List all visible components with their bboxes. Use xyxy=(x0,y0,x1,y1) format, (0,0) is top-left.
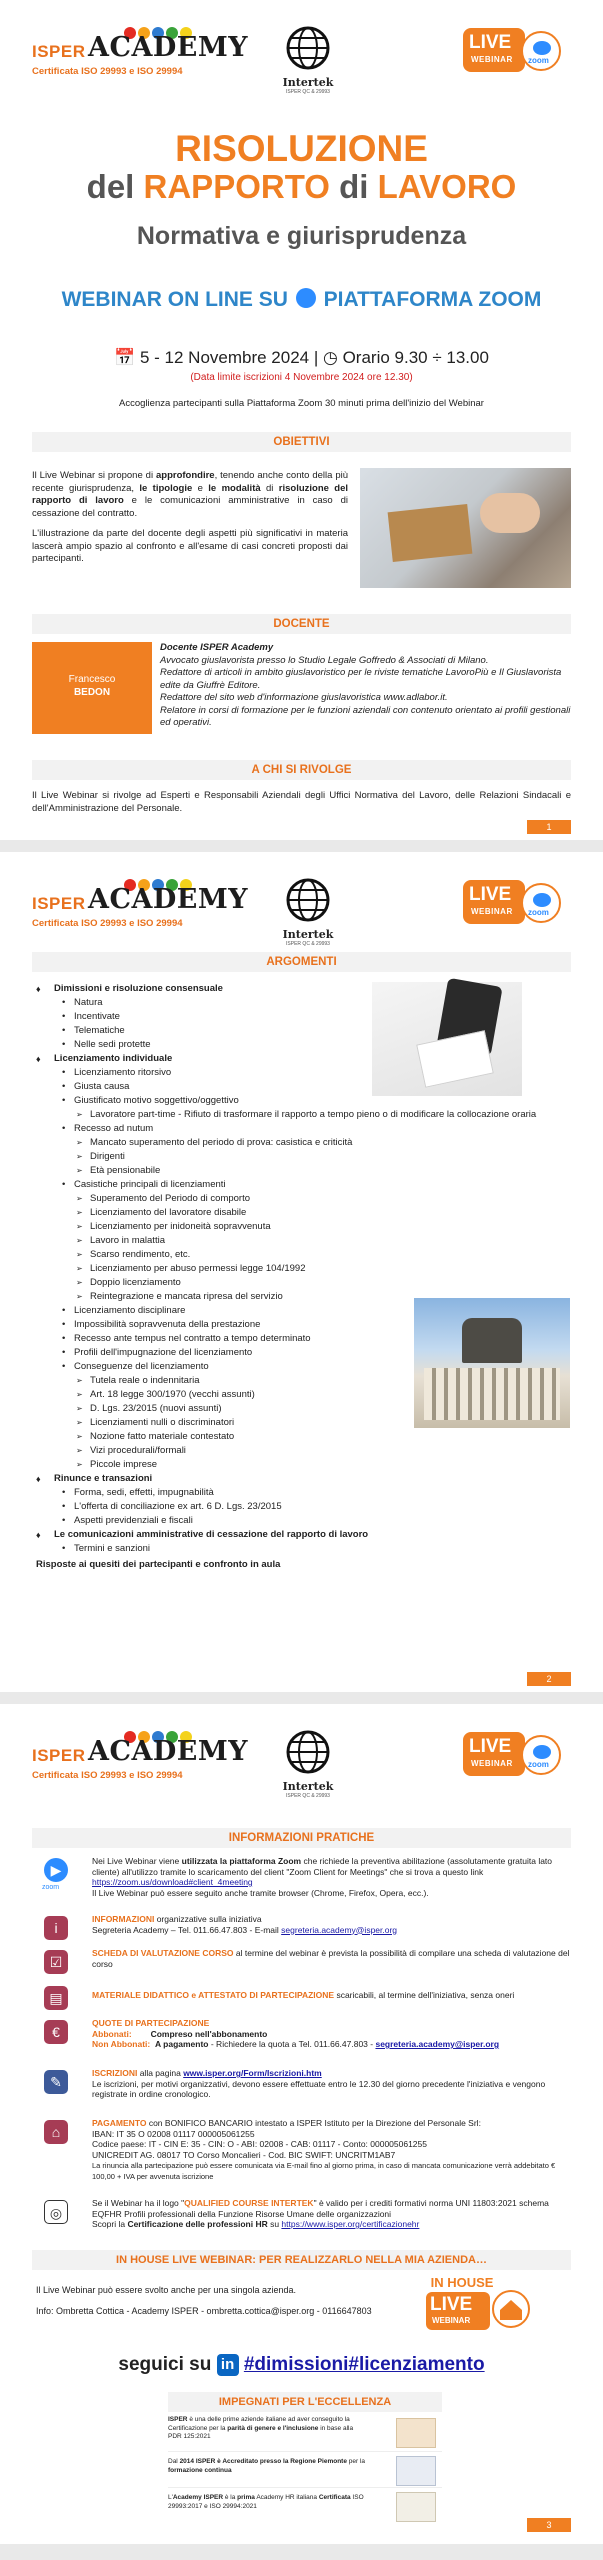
info-icon: i xyxy=(44,1916,68,1940)
document-icon: ▤ xyxy=(44,1986,68,2010)
argomento-item: • Natura xyxy=(36,996,576,1010)
argomento-item: ♦ Rinunce e transazioni xyxy=(36,1472,576,1486)
clock-icon: ◷ xyxy=(322,348,338,367)
title-risoluzione: RISOLUZIONE xyxy=(175,128,428,169)
argomento-item: ➢ Doppio licenziamento xyxy=(36,1276,576,1290)
info-iscrizioni: ✎ ISCRIZIONI alla pagina www.isper.org/Form/Iscrizioni.htm Le iscrizioni, per motivi organizzativi, devono essere effettuate entro le 12.30 del giorno precedente l'iniziativa e vengono registrate in ordine cronologico. xyxy=(32,2068,571,2106)
checklist-icon: ☑ xyxy=(44,1950,68,1974)
section-obiettivi: OBIETTIVI xyxy=(32,432,571,452)
argomenti-list xyxy=(36,982,576,1572)
zoom-icon: zoom xyxy=(521,883,561,923)
section-argomenti: ARGOMENTI xyxy=(32,952,571,972)
info-intertek: ◎ Se il Webinar ha il logo "QUALIFIED COURSE INTERTEK" è valido per i crediti formativi norma UNI 11803:2021 schema EQFHR Profili professionali della Funzione Risorse Umane delle organizzazioni Scopri la Certificazione delle professioni HR su https://www.isper.org/certificazionehr xyxy=(32,2198,571,2238)
page-number: 2 xyxy=(527,1672,571,1686)
argomento-item: ➢ Vizi procedurali/formali xyxy=(36,1444,576,1458)
argomento-item: ➢ Licenziamenti nulli o discriminatori xyxy=(36,1416,576,1430)
linkedin-hashtags-link[interactable]: #dimissioni#licenziamento xyxy=(243,2354,485,2375)
argomento-item: • Impossibilità sopravvenuta della prestazione xyxy=(36,1318,576,1332)
header xyxy=(32,26,571,95)
argomento-item: • Recesso ad nutum xyxy=(36,1122,576,1136)
certificate-image xyxy=(396,2456,436,2486)
isper-academy-logo xyxy=(32,26,252,84)
argomento-item: ➢ Scarso rendimento, etc. xyxy=(36,1248,576,1262)
section-impegnati: IMPEGNATI PER L'ECCELLENZA xyxy=(168,2392,442,2412)
section-in-house: IN HOUSE LIVE WEBINAR: PER REALIZZARLO NELLA MIA AZIENDA… xyxy=(32,2250,571,2270)
section-informazioni-pratiche: INFORMAZIONI PRATICHE xyxy=(32,1828,571,1848)
argomento-item: ➢ Superamento del Periodo di comporto xyxy=(36,1192,576,1206)
argomento-item: ➢ Art. 18 legge 300/1970 (vecchi assunti) xyxy=(36,1388,576,1402)
argomento-item: ➢ Tutela reale o indennitaria xyxy=(36,1374,576,1388)
globe-icon xyxy=(286,878,330,922)
webinar-label: WEBINAR xyxy=(471,55,513,64)
argomento-item: ➢ Lavoratore part-time - Rifiuto di trasformare il rapporto a tempo pieno o di modificare la collocazione oraria xyxy=(36,1108,576,1122)
argomento-item: • L'offerta di conciliazione ex art. 6 D. Lgs. 23/2015 xyxy=(36,1500,576,1514)
impegno-parita: ISPER è una delle prime aziende italiane ad aver conseguito la Certificazione per la parità di genere e l'inclusione in base alla PDR 125:2021 xyxy=(168,2416,442,2452)
live-webinar-badge: LIVE WEBINAR zoom xyxy=(463,880,571,926)
certificate-image xyxy=(396,2492,436,2522)
argomento-item: ➢ Licenziamento per abuso permessi legge 104/1992 xyxy=(36,1262,576,1276)
info-quote: € QUOTE DI PARTECIPAZIONE Abbonati: Compreso nell'abbonamento Non Abbonati: A pagamento - Richiedere la quota a Tel. 011.66.47.803 - segreteria.academy@isper.org xyxy=(32,2018,571,2058)
argomento-item: ➢ D. Lgs. 23/2015 (nuovi assunti) xyxy=(36,1402,576,1416)
date-time-line: 📅 5 - 12 Novembre 2024 | ◷ Orario 9.30 ÷ 13.00 xyxy=(114,348,489,367)
intertek-logo: Intertek ISPER QC & 29993 xyxy=(280,1730,336,1796)
info-pagamento: ⌂ PAGAMENTO con BONIFICO BANCARIO intestato a ISPER Istituto per la Direzione del Personale Srl: IBAN: IT 35 O 02008 01117 000005061255 Codice paese: IT - CIN E: 35 - CIN: O - ABI: 02008 - CAB: 01117 - Conto: 000005061255 UNICREDIT AG. 08017 TO Corso Moncalieri - Cod. BIC SWIFT: UNCRITM1AB7 La rinuncia alla partecipazione può essere comunicata via E-mail fino al giorno prima, in caso di mancata comunicazione verrà addebitato € 100,00 + IVA per avvenuta iscrizione xyxy=(32,2118,571,2190)
impegno-list xyxy=(168,2416,442,2524)
subtitle: Normativa e giurisprudenza xyxy=(136,222,467,250)
in-house-live-webinar-badge: IN HOUSE LIVE WEBINAR xyxy=(422,2276,532,2344)
argomento-item: • Incentivate xyxy=(36,1010,576,1024)
zoom-icon: zoom xyxy=(521,1735,561,1775)
registration-deadline: (Data limite iscrizioni 4 Novembre 2024 ore 12.30) xyxy=(190,372,413,383)
intertek-logo: Intertek ISPER QC & 29993 xyxy=(280,878,336,944)
seguici-linkedin: seguici su in #dimissioni#licenziamento xyxy=(118,2354,485,2375)
certificazione-hr-link[interactable]: https://www.isper.org/certificazionehr xyxy=(281,2219,420,2229)
globe-icon xyxy=(286,26,330,70)
certificate-image xyxy=(396,2418,436,2448)
argomento-item: ➢ Nozione fatto materiale contestato xyxy=(36,1430,576,1444)
accoglienza-note: Accoglienza partecipanti sulla Piattaforma Zoom 30 minuti prima dell'inizio del Webinar xyxy=(119,398,484,409)
argomento-item: • Nelle sedi protette xyxy=(36,1038,576,1052)
argomento-item: ♦ Licenziamento individuale xyxy=(36,1052,576,1066)
argomento-item: ♦ Dimissioni e risoluzione consensuale xyxy=(36,982,576,996)
argomento-item: • Giusta causa xyxy=(36,1080,576,1094)
section-docente: DOCENTE xyxy=(32,614,571,634)
page-number: 3 xyxy=(527,2518,571,2532)
argomento-item: ➢ Piccole imprese xyxy=(36,1458,576,1472)
euro-icon: € xyxy=(44,2020,68,2044)
impegno-regione: Dal 2014 ISPER è Accreditato presso la Regione Piemonte per la formazione continua xyxy=(168,2452,442,2488)
zoom-small-icon xyxy=(296,288,316,308)
calendar-icon: 📅 xyxy=(114,348,136,367)
zoom-download-link[interactable]: https://zoom.us/download#client_4meeting xyxy=(92,1877,253,1887)
info-scheda: ☑ SCHEDA DI VALUTAZIONE CORSO al termine del webinar è prevista la possibilità di compilare una scheda di valutazione del corso xyxy=(32,1948,571,1974)
webinar-platform-line: WEBINAR ON LINE SU PIATTAFORMA ZOOM xyxy=(61,288,542,311)
intertek-logo xyxy=(280,26,336,95)
globe-icon xyxy=(286,1730,330,1774)
quote-email-link[interactable]: segreteria.academy@isper.org xyxy=(375,2039,500,2049)
argomento-item: ➢ Mancato superamento del periodo di prova: casistica e criticità xyxy=(36,1136,576,1150)
argomento-item: • Licenziamento ritorsivo xyxy=(36,1066,576,1080)
argomento-item: • Recesso ante tempus nel contratto a tempo determinato xyxy=(36,1332,576,1346)
argomento-item: ➢ Dirigenti xyxy=(36,1150,576,1164)
intertek-sub: ISPER QC & 29993 xyxy=(286,89,330,95)
argomento-item: • Licenziamento disciplinare xyxy=(36,1304,576,1318)
argomento-item: • Profili dell'impugnazione del licenziamento xyxy=(36,1346,576,1360)
argomento-item: ➢ Licenziamento del lavoratore disabile xyxy=(36,1206,576,1220)
live-webinar-badge: LIVE WEBINAR zoom xyxy=(463,1732,571,1778)
argomento-item: • Conseguenze del licenziamento xyxy=(36,1360,576,1374)
argomento-item: • Telematiche xyxy=(36,1024,576,1038)
isper-academy-logo: ISPER ACADEMY Certificata ISO 29993 e ISO 29994 xyxy=(32,1730,252,1788)
isper-academy-logo: ISPER ACADEMY Certificata ISO 29993 e ISO 29994 xyxy=(32,878,252,936)
in-house-text: Il Live Webinar può essere svolto anche per una singola azienda. Info: Ombretta Cottica - Academy ISPER - ombretta.cottica@isper.org - 0116647803 xyxy=(36,2285,372,2316)
argomento-item: ➢ Reintegrazione e mancata ripresa del servizio xyxy=(36,1290,576,1304)
title-rapporto-lavoro: del RAPPORTO di LAVORO xyxy=(86,168,517,205)
argomento-item: • Forma, sedi, effetti, impugnabilità xyxy=(36,1486,576,1500)
live-webinar-badge xyxy=(463,28,571,74)
intertek-badge-icon: ◎ xyxy=(44,2200,68,2224)
argomento-item: ♦ Le comunicazioni amministrative di cessazione del rapporto di lavoro xyxy=(36,1528,576,1542)
argomento-item: ➢ Età pensionabile xyxy=(36,1164,576,1178)
page-number: 1 xyxy=(527,820,571,834)
segreteria-email-link[interactable]: segreteria.academy@isper.org xyxy=(281,1924,398,1935)
header xyxy=(32,878,571,947)
logo-academy: ACADEMY xyxy=(88,32,249,63)
argomento-item: • Giustificato motivo soggettivo/oggettivo xyxy=(36,1094,576,1108)
docente-name-box: Francesco BEDON xyxy=(32,642,152,734)
intertek-label: Intertek xyxy=(282,76,334,89)
argomento-item: • Aspetti previdenziali e fiscali xyxy=(36,1514,576,1528)
page-3 xyxy=(0,1704,603,2544)
certification-text: Certificata ISO 29993 e ISO 29994 xyxy=(32,66,183,77)
bank-icon: ⌂ xyxy=(44,2120,68,2144)
form-icon: ✎ xyxy=(44,2070,68,2094)
office-photo xyxy=(360,468,571,588)
page-2 xyxy=(0,852,603,1692)
info-zoom: ▶ zoom Nei Live Webinar viene utilizzata la piattaforma Zoom che richiede la preventiva abilitazione (assolutamente gratuita lato cliente) all'utilizzo tramite lo scaricamento del client "Zoom Client for Meetings" che si trova a questo link https://zoom.us/download#client_4meeting Il Live Webinar può essere seguito anche tramite browser (Chrome, Firefox, Opera, ecc.). xyxy=(42,1856,553,1898)
obiettivi-text: Il Live Webinar si propone di approfondire, tenendo anche conto della più recente giurisprudenza, le tipologie e le modalità di risoluzione del rapporto di lavoro e le comunicazioni amministrative in caso di cessazione del contratto. L'illustrazione da parte del docente degli aspetti più significativi in materia lascerà ampio spazio al confronto e all'esame di casi concreti proposti dai partecipanti. xyxy=(32,470,349,564)
header xyxy=(32,1730,571,1799)
argomento-item: ➢ Licenziamento per inidoneità sopravvenuta xyxy=(36,1220,576,1234)
argomento-item: • Casistiche principali di licenziamenti xyxy=(36,1178,576,1192)
page-1 xyxy=(0,0,603,840)
iscrizioni-link[interactable]: www.isper.org/Form/Iscrizioni.htm xyxy=(183,2068,322,2078)
chi-si-rivolge-text: Il Live Webinar si rivolge ad Esperti e Responsabili Aziendali degli Uffici Normativa del Lavoro, delle Relazioni Sindacali e dell'Amministrazione del Personale. xyxy=(32,790,571,814)
logo-isper: ISPER xyxy=(32,42,86,61)
argomento-item: ➢ Lavoro in malattia xyxy=(36,1234,576,1248)
impegno-academy: L'Academy ISPER è la prima Academy HR italiana Certificata ISO 29993:2017 e ISO 29994:2021 xyxy=(168,2488,442,2524)
zoom-icon: zoom xyxy=(521,31,561,71)
info-informazioni: i INFORMAZIONI organizzative sulla iniziativa Segreteria Academy – Tel. 011.66.47.803 - E-mail segreteria.academy@isper.org xyxy=(32,1914,571,1940)
house-icon xyxy=(492,2290,530,2328)
info-materiale: ▤ MATERIALE DIDATTICO e ATTESTATO DI PARTECIPAZIONE scaricabili, al termine dell'iniziativa, senza oneri xyxy=(32,1984,571,2008)
final-note: Risposte ai quesiti dei partecipanti e confronto in aula xyxy=(36,1559,281,1570)
linkedin-icon[interactable]: in xyxy=(217,2354,239,2376)
section-chi-si-rivolge: A CHI SI RIVOLGE xyxy=(32,760,571,780)
argomento-item: • Termini e sanzioni xyxy=(36,1542,576,1556)
zoom-icon: ▶ xyxy=(44,1858,68,1882)
docente-bio: Docente ISPER Academy Avvocato giuslavorista presso lo Studio Legale Goffredo & Associati di Milano. Redattore di articoli in ambito giuslavoristico per le riviste tematiche LavoroPiù e Il Giuslavorista edite da Giuffrè Editore. Redattore del sito web d'informazione giuslavoristica www.adlabor.it. Relatore in corsi di formazione per le funzioni aziendali con contenuto orientato ai profili gestionali ed operativi. xyxy=(160,642,571,728)
live-label: LIVE xyxy=(469,32,512,53)
